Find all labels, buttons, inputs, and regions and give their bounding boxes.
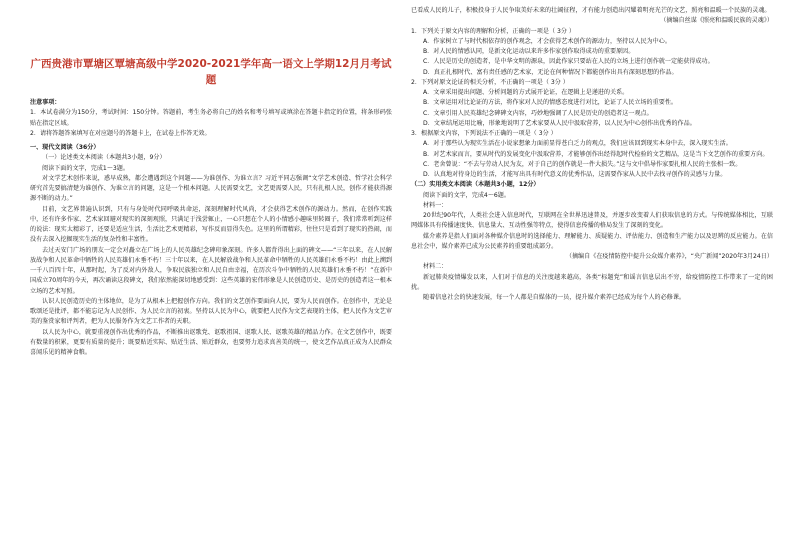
material-paragraph: 媒介素养是指人们面对各种媒介信息时的选择能力、理解能力、质疑能力、评估能力、创造和生产能力以及思辨的反应能力。在信息社会中，媒介素养已成为公民素养的重要组成部分。 [411, 232, 773, 250]
material-paragraph: 新冠肺炎疫情爆发以来，人们对于信息的关注度越来越高，各类“标题党”和谣言信息层出不穷，给疫情防控工作带来了一定的困扰。 [411, 273, 773, 291]
question-1-option-c: C．人民是历史的创造者，是中华文明的源泉，因此作家只要站在人民的立场上进行创作就一定能获得成功。 [423, 58, 714, 66]
question-1-option-b: B．对人民的情感认同，是新文化运动以来许多作家创作取得成功的重要原因。 [423, 48, 635, 55]
passage-paragraph: 去过天安门广场的朋友一定会对矗立在广场上的人民英雄纪念碑印象深刻。许多人都背得出上面的碑文——“三年以来，在人民解放战争和人民革命中牺牲的人民英雄们永垂不朽！三十年以来，在人民解放战争和人民革命中牺牲的人民英雄们永垂不朽！由此上溯到一千八百四十年，从那时起，为了反对内外敌人，争取民族独立和人民自由幸福，在历次斗争中牺牲的人民英雄们永垂不朽！”在新中国成立70周年的今天，再次诵读这段碑文，我们依然能深切地感受到：这些英雄的宏伟形象是人民创造历史、是历史的创造者这一根本立场的艺术写照。 [30, 246, 392, 295]
material-label: 材料一： [423, 201, 448, 209]
passage-paragraph: 目前，文艺界普遍认识到，只有与身处时代同呼吸共命运，深刻理解时代风尚，才会获得艺术创作的源动力。然而，在创作实践中，还有许多作家、艺术家回避对现实的深刻观照，只满足于浅尝辄止，一心只想在个人的小情感小趣味里转圈子，我们常常听到这样的说法：现实太精彩了，还要是适应生活，生活比艺术更精彩，写作反而显得失色。这里的所谓精彩，往往只是看到了现实的热闹，而没有去深入挖掘现实生活的复杂性和丰富性。 [30, 205, 392, 244]
passage-paragraph: 认识人民创造历史的主体地位，是为了从根本上把握创作方向。我们的文艺创作要面向人民，要为人民而创作。在创作中，无论是歌颂还是批评，都不能忘记为人民创作、为人民立言的初衷。坚持以人民为中心，就要把人民作为文艺表现的主体，把人民作为文艺审美的鉴赏家和评判者，把为人民服务作为文艺工作者的天职。 [30, 297, 392, 326]
subsection-heading: （二）实用类文本阅读（本题共3小题，12分） [411, 181, 540, 189]
material-label: 材料二： [423, 263, 448, 271]
question-1-option-a: A．作家树立了与时代相依存的创作观念，才会获得艺术创作的源动力，坚持以人民为中心。 [423, 37, 671, 45]
note-item: 2．请将答题答案填写在对应题号的答题卡上，在试卷上作答无效。 [30, 129, 211, 137]
question-3-option-b: B．对艺术家而言，要从时代的发展变化中汲取营养，才能够创作出经得起时代检验的文艺精品，这是当下文艺创作的重要方向。 [423, 150, 769, 158]
reading-instruction: 阅读下面的文字，完成4～6题。 [423, 191, 510, 199]
passage-paragraph: 对文学艺术创作来说，惑早成熟，都会遭遇到这个问题——为谁创作、为谁立言？习近平同志强调“文学艺术创造、哲学社会科学研究首先要搞清楚为谁创作、为谁立言的问题，这是一个根本问题。人民需要文艺，文艺更需要人民，只有扎根人民，创作才能获得源源不断的动力。” [30, 174, 392, 203]
question-1-option-d: D．真正扎根时代、富有责任感的艺术家，无论在何种情况下都能创作出具有深刻思想的作品。 [423, 68, 678, 76]
passage-paragraph: 已看成人民的儿子，积极投身于人民争取美好未来的壮阔征程，才有能力创造出闪耀着明亮光芒的文艺，照亮和温暖一个民族的灵魂。 [411, 7, 771, 14]
page-title: 广西贵港市覃塘区覃塘高级中学2020-2021学年高一语文上学期12月月考试题 [30, 58, 392, 86]
question-2-option-d: D．文章结尾运用比喻，形象地说明了艺术家要从人民中汲取营养，以人民为中心创作出优秀的作品。 [423, 119, 696, 127]
question-2-option-a: A．文章采用提出问题、分析问题的方式展开论证，在逻辑上是递进的关系。 [423, 89, 629, 96]
reading-instruction: 阅读下面的文字，完成1～3题。 [42, 164, 129, 172]
question-2: 2．下列对原文论证的相关分析，不正确的一项是（ 3分 ） [411, 78, 569, 86]
section-heading: 一、现代文阅读（36分） [30, 144, 100, 151]
source-citation: （摘编自《在疫情防控中提升公众媒介素养》，“央广新闻”2020年3月24日） [565, 253, 773, 260]
subsection-heading: （一）论述类文本阅读（本题共3小题，9分） [42, 154, 166, 162]
question-3-option-d: D．认真地对待身边的生活，才能写出具有时代意义的优秀作品，这需要作家从人民中去找寻创作的灵感与力量。 [423, 171, 727, 178]
question-3-option-a: A．对于那些认为现实生活在小说家想象力面前显得苍白乏力的观点，我们应该回到现实本身中去，深入现实生活。 [423, 140, 732, 148]
question-3-option-c: C．老舍曾说：“不去与劳动人民为友，对于自己的创作就是一件大损失。”这与文中倡导作家要扎根人民的主张相一致。 [423, 160, 742, 168]
question-1: 1．下列关于原文内容的理解和分析，正确的一项是（ 3分 ） [411, 27, 575, 35]
source-citation: （摘编自丝谋《照亮和温暖民族的灵魂》） [660, 17, 773, 25]
question-2-option-b: B．文章运用对比论证的方法，将作家对人民的情感态度进行对比，论证了人民立场的重要性。 [423, 99, 678, 107]
left-column [30, 6, 392, 358]
notes-heading: 注意事项： [30, 99, 61, 106]
question-3: 3．根据原文内容，下列说法不正确的一项是（ 3分 ） [411, 130, 557, 137]
material-paragraph: 随着信息社会的快速发展，每一个人都是自媒体的一员，提升媒介素养已经成为每个人的必修课。 [423, 294, 686, 301]
passage-paragraph: 以人民为中心，就要重视创作出优秀的作品，不断推出讴歌党、讴歌祖国、讴歌人民、讴歌英雄的精品力作。在文艺创作中，既要有数量的积累，更要有质量的提升；既要贴近实际、贴近生活、贴近群众，也要努力追求真善美的统一，使文艺作品真正成为人民群众喜闻乐见的精神食粮。 [30, 328, 392, 356]
material-paragraph: 20世纪90年代，人类社会进入信息时代，互联网在全世界迅速普及，并逐步改变着人们获取信息的方式。与传统媒体相比，互联网媒体具有传播速度快、信息量大、互动性强等特点，使得信息传播的格局发生了深刻的变化。 [411, 212, 773, 230]
right-column [411, 6, 773, 303]
question-2-option-c: C．文章引用人民英雄纪念碑碑文内容，巧妙地强调了人民是历史的创造者这一观点。 [423, 109, 653, 117]
note-item: 1．本试卷满分为150分，考试时间：150分钟。答题前，考生务必将自己的姓名和考号填写或填涂在答题卡指定的位置，将条形码张贴在指定区域。 [30, 109, 392, 127]
